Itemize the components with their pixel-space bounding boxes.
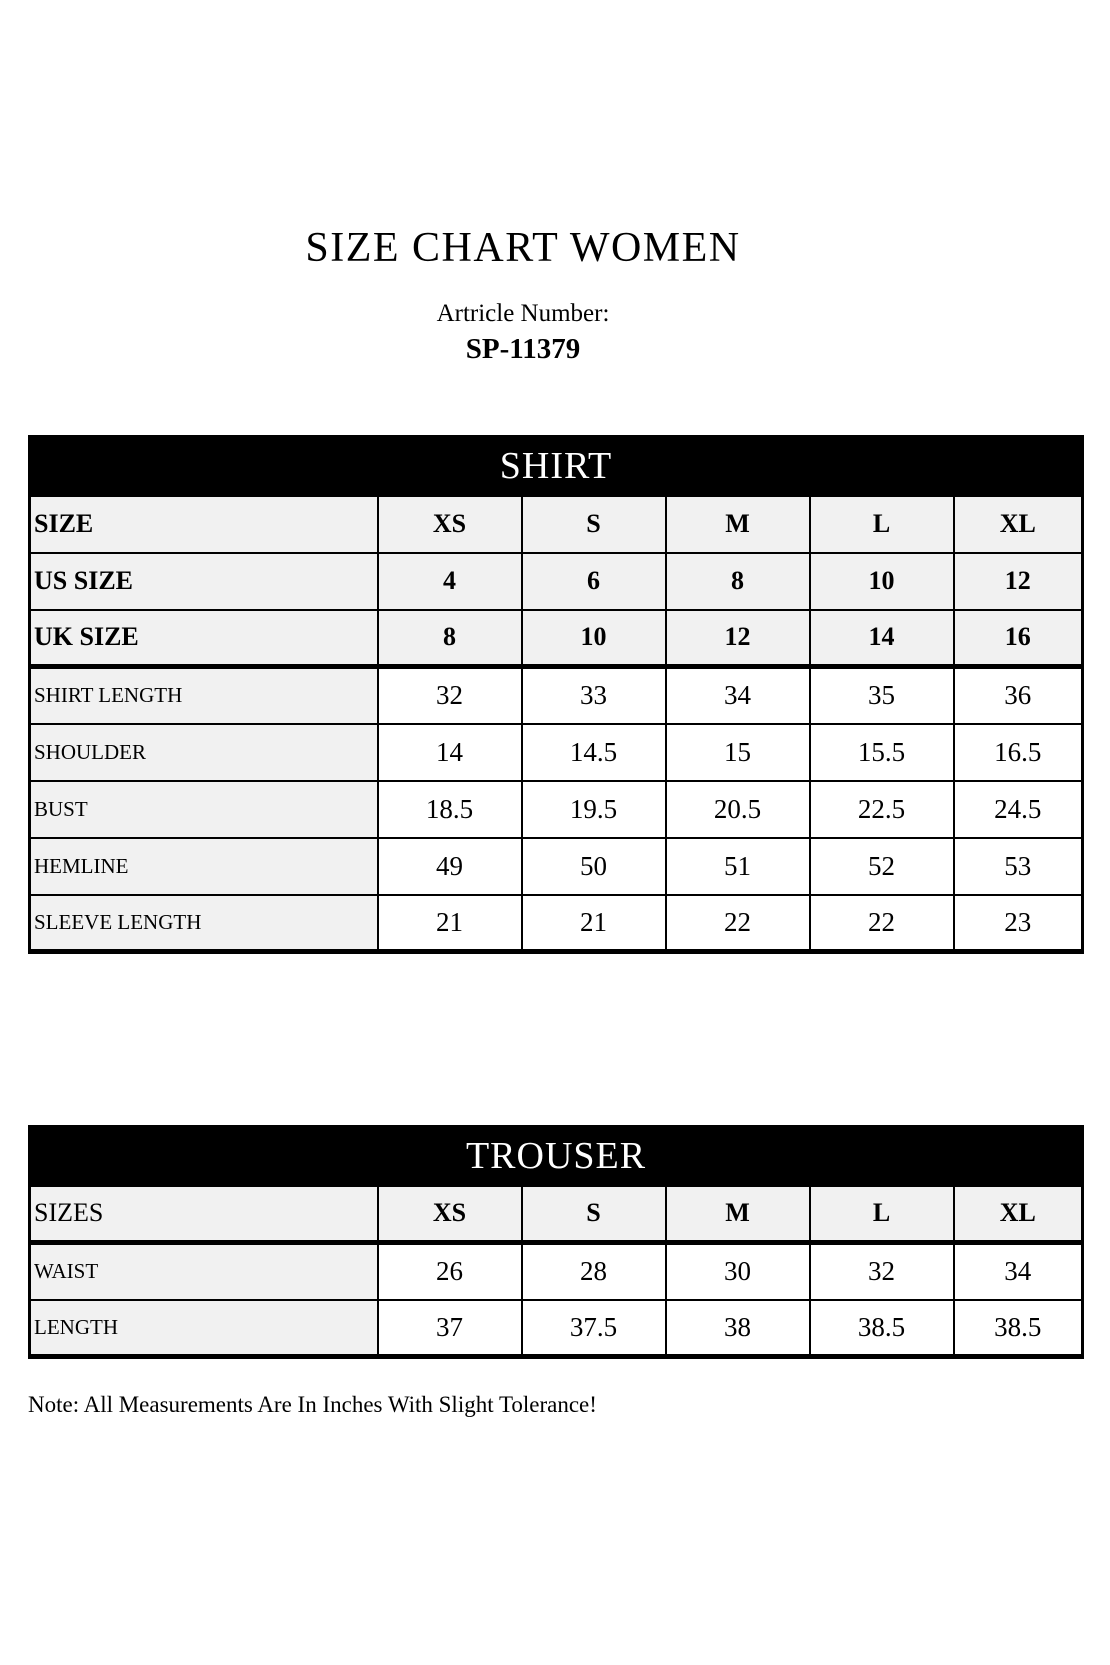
measurement-note: Note: All Measurements Are In Inches With Slight Tolerance!	[28, 1392, 597, 1418]
article-number-value: SP-11379	[465, 332, 581, 365]
value-cell: 49	[378, 838, 522, 895]
table-row-us-size	[30, 553, 1083, 610]
size-header-cell: XL	[954, 1186, 1083, 1243]
value-cell: 32	[810, 1243, 954, 1300]
trouser-size-table	[28, 1125, 1084, 1359]
value-cell: 16.5	[954, 724, 1083, 781]
value-cell: 10	[810, 553, 954, 610]
value-cell: 14.5	[522, 724, 666, 781]
table-row-size	[30, 496, 1083, 553]
value-cell: 33	[522, 667, 666, 724]
shirt-table-title-row	[30, 437, 1083, 496]
value-cell: 52	[810, 838, 954, 895]
row-label-us-size: US SIZE	[30, 553, 378, 610]
value-cell: 19.5	[522, 781, 666, 838]
trouser-table-title-row	[30, 1127, 1083, 1186]
value-cell: 38.5	[810, 1300, 954, 1357]
size-header-cell: M	[666, 496, 810, 553]
value-cell: 14	[810, 610, 954, 667]
shirt-size-table	[28, 435, 1084, 954]
size-header-cell: XL	[954, 496, 1083, 553]
value-cell: 38	[666, 1300, 810, 1357]
value-cell: 26	[378, 1243, 522, 1300]
value-cell: 18.5	[378, 781, 522, 838]
row-label-length: LENGTH	[30, 1300, 378, 1357]
shirt-table-title: SHIRT	[30, 437, 1083, 496]
value-cell: 37	[378, 1300, 522, 1357]
size-header-cell: S	[522, 496, 666, 553]
value-cell: 36	[954, 667, 1083, 724]
table-row-length	[30, 1300, 1083, 1357]
row-label-sleeve-length: SLEEVE LENGTH	[30, 895, 378, 952]
value-cell: 30	[666, 1243, 810, 1300]
value-cell: 50	[522, 838, 666, 895]
row-label-waist: WAIST	[30, 1243, 378, 1300]
value-cell: 20.5	[666, 781, 810, 838]
row-label-shoulder: SHOULDER	[30, 724, 378, 781]
value-cell: 8	[666, 553, 810, 610]
value-cell: 21	[522, 895, 666, 952]
row-label-sizes: SIZES	[30, 1186, 378, 1243]
value-cell: 22.5	[810, 781, 954, 838]
table-row-bust	[30, 781, 1083, 838]
value-cell: 21	[378, 895, 522, 952]
size-header-cell: XS	[378, 496, 522, 553]
value-cell: 35	[810, 667, 954, 724]
table-row-sizes	[30, 1186, 1083, 1243]
value-cell: 38.5	[954, 1300, 1083, 1357]
value-cell: 28	[522, 1243, 666, 1300]
value-cell: 22	[666, 895, 810, 952]
value-cell: 10	[522, 610, 666, 667]
value-cell: 32	[378, 667, 522, 724]
row-label-uk-size: UK SIZE	[30, 610, 378, 667]
row-label-size: SIZE	[30, 496, 378, 553]
table-row-hemline	[30, 838, 1083, 895]
table-row-uk-size	[30, 610, 1083, 667]
size-header-cell: S	[522, 1186, 666, 1243]
article-number-label: Artricle Number:	[436, 300, 610, 328]
value-cell: 8	[378, 610, 522, 667]
value-cell: 53	[954, 838, 1083, 895]
table-row-sleeve-length	[30, 895, 1083, 952]
value-cell: 12	[666, 610, 810, 667]
value-cell: 6	[522, 553, 666, 610]
value-cell: 22	[810, 895, 954, 952]
page-title: SIZE CHART WOMEN	[305, 225, 741, 271]
value-cell: 51	[666, 838, 810, 895]
table-row-shirt-length	[30, 667, 1083, 724]
value-cell: 16	[954, 610, 1083, 667]
row-label-bust: BUST	[30, 781, 378, 838]
row-label-hemline: HEMLINE	[30, 838, 378, 895]
value-cell: 15.5	[810, 724, 954, 781]
value-cell: 34	[666, 667, 810, 724]
value-cell: 37.5	[522, 1300, 666, 1357]
table-row-shoulder	[30, 724, 1083, 781]
table-row-waist	[30, 1243, 1083, 1300]
size-header-cell: XS	[378, 1186, 522, 1243]
value-cell: 14	[378, 724, 522, 781]
size-header-cell: L	[810, 496, 954, 553]
size-header-cell: M	[666, 1186, 810, 1243]
value-cell: 24.5	[954, 781, 1083, 838]
value-cell: 15	[666, 724, 810, 781]
value-cell: 34	[954, 1243, 1083, 1300]
trouser-table-title: TROUSER	[30, 1127, 1083, 1186]
row-label-shirt-length: SHIRT LENGTH	[30, 667, 378, 724]
value-cell: 4	[378, 553, 522, 610]
size-header-cell: L	[810, 1186, 954, 1243]
value-cell: 12	[954, 553, 1083, 610]
value-cell: 23	[954, 895, 1083, 952]
